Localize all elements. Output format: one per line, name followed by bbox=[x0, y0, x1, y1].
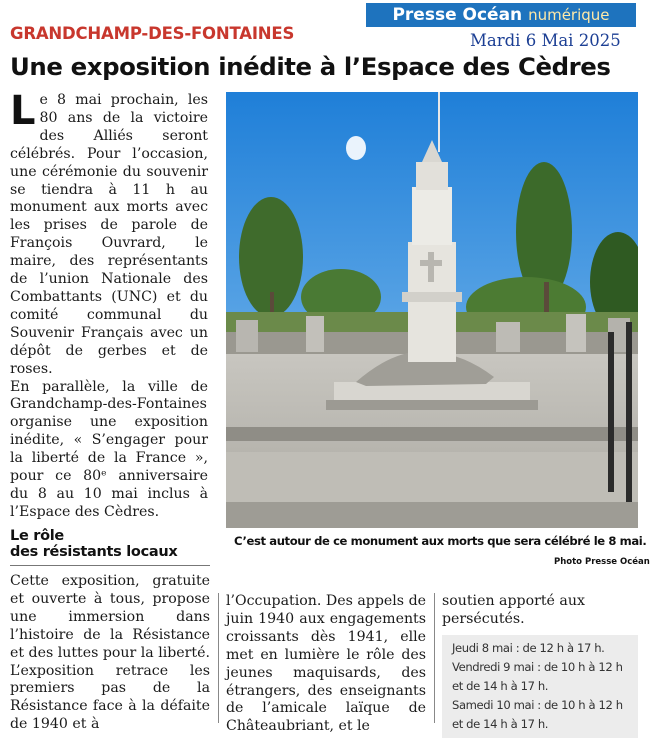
body-paragraph-3: l’Occupation. Des appels de juin 1940 aux engagements croissants dès 1941, elle met en lumière le rôle des jeunes maquisards, des étrangers, des enseignants de l’amicale laïque de Châteaubriant, et le bbox=[226, 593, 426, 735]
section-title: GRANDCHAMP-DES-FONTAINES bbox=[10, 24, 295, 43]
body-paragraph-4: soutien apporté aux persécutés. bbox=[442, 593, 585, 627]
article-headline: Une exposition inédite à l’Espace des Cèdres bbox=[10, 52, 611, 81]
monument-illustration bbox=[226, 92, 638, 528]
body-paragraph-2: L’exposition retrace les premiers pas de la Résistance face à la défaite de 1940 et à bbox=[10, 662, 210, 733]
body-paragraph-1: Cette exposition, gratuite et ouverte à tous, propose une immersion dans l’histoire de la Résistance et des luttes pour la liberté. bbox=[10, 573, 210, 661]
monument-photo bbox=[226, 92, 638, 528]
brand-name: Presse Océan bbox=[392, 5, 523, 25]
brand-logo bbox=[366, 3, 636, 27]
column-divider bbox=[434, 593, 435, 723]
photo-caption: C’est autour de ce monument aux morts que sera célébré le 8 mai. bbox=[234, 534, 647, 548]
body-column-2 bbox=[226, 593, 426, 736]
body-column-1 bbox=[10, 573, 210, 734]
schedule-line-2: Samedi 10 mai : de 10 h à 12 h et de 14 h à 17 h. bbox=[452, 698, 623, 731]
body-column-3 bbox=[442, 593, 638, 629]
intro-column bbox=[10, 88, 208, 522]
intro-paragraph-1 bbox=[10, 88, 208, 379]
brand-suffix: numérique bbox=[528, 6, 610, 24]
drop-cap: L bbox=[10, 88, 36, 134]
subheading-line-1: Le rôle bbox=[10, 528, 64, 544]
subheading-line-2: des résistants locaux bbox=[10, 544, 178, 560]
schedule-box bbox=[442, 635, 638, 738]
schedule-line-1: Jeudi 8 mai : de 12 h à 17 h. Vendredi 9 mai : de 10 h à 12 h et de 14 h à 17 h. bbox=[452, 641, 623, 693]
publication-date: Mardi 6 Mai 2025 bbox=[470, 31, 621, 50]
intro-paragraph-2: En parallèle, la ville de Grandchamp-des-Fontaines organise une exposition inédite, « S’engager pour la liberté de la France », pour ce 80ᵉ anniversaire du 8 au 10 mai inclus à l’Espace des Cèdres. bbox=[10, 378, 208, 520]
column-divider bbox=[218, 593, 219, 723]
intro-text-1: e 8 mai prochain, les 80 ans de la victoire des Alliés seront célébrés. Pour l’occasion, une cérémonie du souvenir se tiendra à 11 h au monument aux morts avec les prises de parole de François Ouvrard, le maire, des représentants de l’union Nationale des Combattants (UNC) et du comité communal du Souvenir Français avec un dépôt de gerbes et de roses. bbox=[10, 92, 208, 377]
subheading bbox=[10, 528, 210, 566]
photo-credit: Photo Presse Océan bbox=[554, 557, 650, 567]
